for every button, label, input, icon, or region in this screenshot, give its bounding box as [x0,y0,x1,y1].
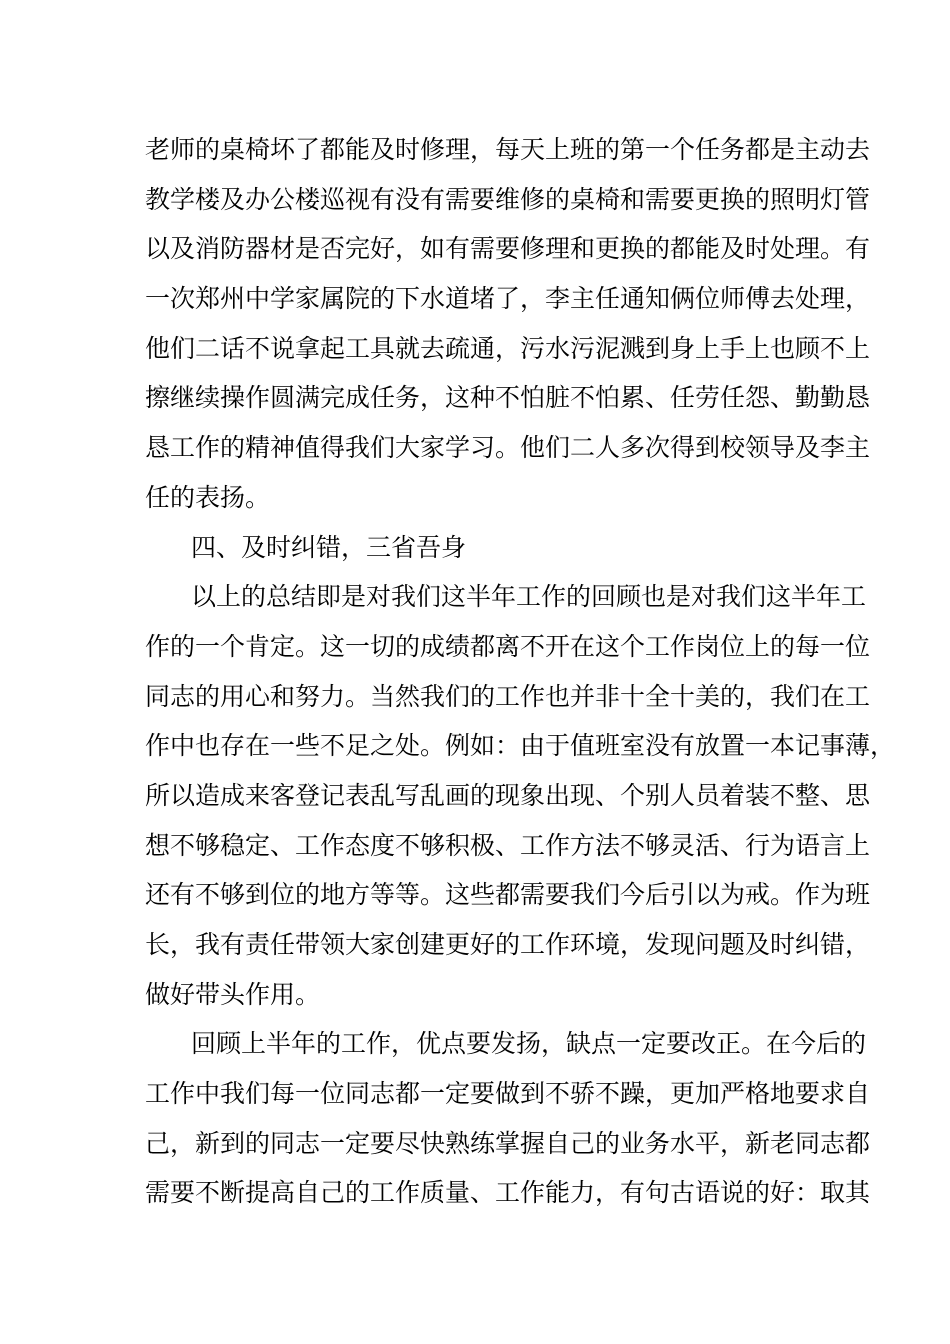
text-line: 他们二话不说拿起工具就去疏通，污水污泥溅到身上手上也顾不上 [145,333,871,363]
text-line: 一次郑州中学家属院的下水道堵了，李主任通知俩位师傅去处理， [145,284,871,314]
text-line: 老师的桌椅坏了都能及时修理，每天上班的第一个任务都是主动去 [145,135,871,164]
text-line: 工作中我们每一位同志都一定要做到不骄不躁，更加严格地要求自 [145,1079,871,1109]
section-heading: 四、及时纠错，三省吾身 [191,532,467,562]
text-line: 擦继续操作圆满完成任务，这种不怕脏不怕累、任劳任怨、勤勤恳 [145,383,871,413]
body-text [145,125,896,1218]
text-line: 长，我有责任带领大家创建更好的工作环境，发现问题及时纠错， [145,930,871,959]
text-line: 还有不够到位的地方等等。这些都需要我们今后引以为戒。作为班 [145,880,871,910]
text-line: 同志的用心和努力。当然我们的工作也并非十全十美的，我们在工 [145,681,871,711]
text-line: 以上的总结即是对我们这半年工作的回顾也是对我们这半年工 [191,582,867,612]
text-line: 教学楼及办公楼巡视有没有需要维修的桌椅和需要更换的照明灯管 [145,184,871,214]
text-line: 所以造成来客登记表乱写乱画的现象出现、个别人员着装不整、思 [145,780,871,810]
text-line: 作中也存在一些不足之处。例如：由于值班室没有放置一本记事薄， [145,731,896,761]
text-line: 回顾上半年的工作，优点要发扬，缺点一定要改正。在今后的 [191,1029,867,1059]
text-line: 做好带头作用。 [145,979,321,1009]
text-line: 想不够稳定、工作态度不够积极、工作方法不够灵活、行为语言上 [145,830,871,860]
text-line: 己，新到的同志一定要尽快熟练掌握自己的业务水平，新老同志都 [145,1128,871,1158]
text-line: 作的一个肯定。这一切的成绩都离不开在这个工作岗位上的每一位 [145,631,871,661]
text-line: 以及消防器材是否完好，如有需要修理和更换的都能及时处理。有 [145,234,871,264]
text-line: 任的表扬。 [145,482,271,512]
text-line: 恳工作的精神值得我们大家学习。他们二人多次得到校领导及李主 [145,433,871,463]
text-line: 需要不断提高自己的工作质量、工作能力，有句古语说的好：取其 [145,1178,871,1208]
